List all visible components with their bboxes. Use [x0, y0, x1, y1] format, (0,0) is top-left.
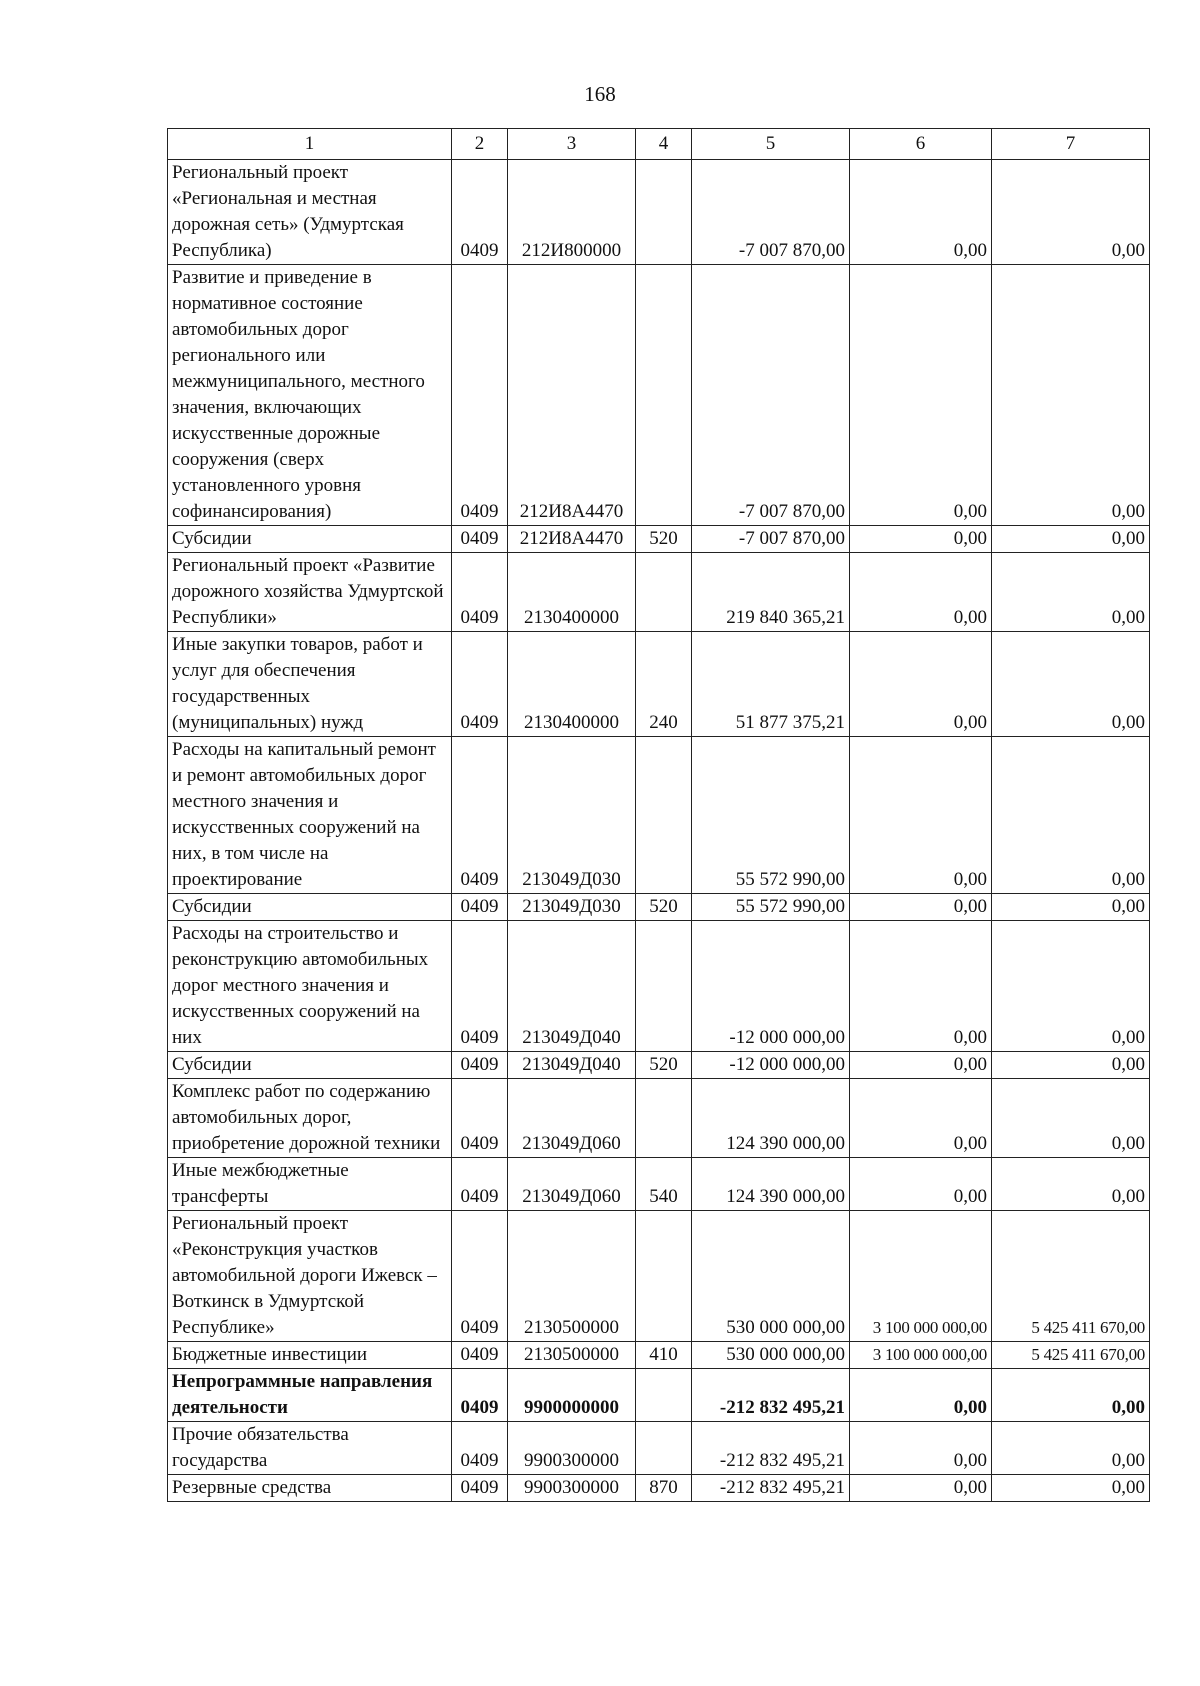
section-code-cell: 0409	[452, 1079, 508, 1158]
amount-col6-cell: 0,00	[850, 894, 992, 921]
target-article-cell: 213049Д060	[508, 1158, 636, 1211]
expense-type-cell: 410	[636, 1342, 692, 1369]
target-article-cell: 9900000000	[508, 1369, 636, 1422]
amount-col5-cell: 124 390 000,00	[692, 1158, 850, 1211]
row-name-cell: Комплекс работ по содержанию автомобильных дорог, приобретение дорожной техники	[168, 1079, 452, 1158]
table-row	[168, 526, 1150, 553]
row-name-cell: Иные межбюджетные трансферты	[168, 1158, 452, 1211]
amount-col6-cell: 0,00	[850, 526, 992, 553]
expense-type-cell	[636, 1422, 692, 1475]
amount-col5-cell: -12 000 000,00	[692, 921, 850, 1052]
section-code-cell: 0409	[452, 921, 508, 1052]
row-name-cell: Резервные средства	[168, 1475, 452, 1502]
amount-col7-cell: 0,00	[992, 1052, 1150, 1079]
table-row	[168, 1079, 1150, 1158]
row-name-cell: Непрограммные направления деятельности	[168, 1369, 452, 1422]
expense-type-cell	[636, 1211, 692, 1342]
amount-col7-cell: 0,00	[992, 1158, 1150, 1211]
section-code-cell: 0409	[452, 1052, 508, 1079]
target-article-cell: 212И8А4470	[508, 265, 636, 526]
amount-col7-cell: 0,00	[992, 1475, 1150, 1502]
expense-type-cell	[636, 265, 692, 526]
table-row	[168, 737, 1150, 894]
amount-col7-cell: 0,00	[992, 160, 1150, 265]
column-header-6: 6	[850, 129, 992, 160]
section-code-cell: 0409	[452, 1369, 508, 1422]
amount-col7-cell: 0,00	[992, 553, 1150, 632]
target-article-cell: 9900300000	[508, 1475, 636, 1502]
budget-table	[167, 128, 1150, 1502]
section-code-cell: 0409	[452, 1158, 508, 1211]
amount-col6-cell: 0,00	[850, 1052, 992, 1079]
section-code-cell: 0409	[452, 894, 508, 921]
target-article-cell: 213049Д030	[508, 737, 636, 894]
target-article-cell: 2130400000	[508, 632, 636, 737]
section-code-cell: 0409	[452, 265, 508, 526]
expense-type-cell	[636, 160, 692, 265]
column-header-3: 3	[508, 129, 636, 160]
row-name-cell: Расходы на капитальный ремонт и ремонт автомобильных дорог местного значения и искусственных сооружений на них, в том числе на проектирование	[168, 737, 452, 894]
row-name-cell: Иные закупки товаров, работ и услуг для обеспечения государственных (муниципальных) нужд	[168, 632, 452, 737]
section-code-cell: 0409	[452, 553, 508, 632]
column-header-5: 5	[692, 129, 850, 160]
amount-col7-cell: 0,00	[992, 1079, 1150, 1158]
amount-col6-cell: 0,00	[850, 553, 992, 632]
table-row	[168, 1158, 1150, 1211]
amount-col5-cell: -7 007 870,00	[692, 526, 850, 553]
amount-col5-cell: 530 000 000,00	[692, 1342, 850, 1369]
table-header-row	[168, 129, 1150, 160]
amount-col5-cell: -7 007 870,00	[692, 160, 850, 265]
table-row	[168, 921, 1150, 1052]
amount-col7-cell: 5 425 411 670,00	[992, 1211, 1150, 1342]
amount-col5-cell: 530 000 000,00	[692, 1211, 850, 1342]
row-name-cell: Расходы на строительство и реконструкцию автомобильных дорог местного значения и искусственных сооружений на них	[168, 921, 452, 1052]
row-name-cell: Субсидии	[168, 1052, 452, 1079]
amount-col6-cell: 0,00	[850, 632, 992, 737]
amount-col7-cell: 0,00	[992, 921, 1150, 1052]
amount-col5-cell: 51 877 375,21	[692, 632, 850, 737]
target-article-cell: 213049Д060	[508, 1079, 636, 1158]
expense-type-cell	[636, 1079, 692, 1158]
table-row	[168, 1052, 1150, 1079]
expense-type-cell	[636, 921, 692, 1052]
amount-col6-cell: 0,00	[850, 921, 992, 1052]
column-header-1: 1	[168, 129, 452, 160]
row-name-cell: Региональный проект «Реконструкция участков автомобильной дороги Ижевск – Воткинск в Удмуртской Республике»	[168, 1211, 452, 1342]
row-name-cell: Развитие и приведение в нормативное состояние автомобильных дорог регионального или межмуниципального, местного значения, включающих искусственные дорожные сооружения (сверх установленного уровня софинансирования)	[168, 265, 452, 526]
amount-col7-cell: 0,00	[992, 737, 1150, 894]
section-code-cell: 0409	[452, 526, 508, 553]
amount-col6-cell: 0,00	[850, 1079, 992, 1158]
table-row	[168, 1475, 1150, 1502]
expense-type-cell: 520	[636, 1052, 692, 1079]
target-article-cell: 2130400000	[508, 553, 636, 632]
expense-type-cell	[636, 553, 692, 632]
amount-col5-cell: -12 000 000,00	[692, 1052, 850, 1079]
amount-col5-cell: -212 832 495,21	[692, 1475, 850, 1502]
section-code-cell: 0409	[452, 737, 508, 894]
expense-type-cell: 520	[636, 526, 692, 553]
table-row	[168, 265, 1150, 526]
expense-type-cell: 240	[636, 632, 692, 737]
amount-col7-cell: 0,00	[992, 894, 1150, 921]
page-number: 168	[584, 82, 616, 106]
amount-col5-cell: 55 572 990,00	[692, 894, 850, 921]
table-row	[168, 160, 1150, 265]
amount-col7-cell: 0,00	[992, 1369, 1150, 1422]
target-article-cell: 212И800000	[508, 160, 636, 265]
amount-col6-cell: 0,00	[850, 1422, 992, 1475]
row-name-cell: Прочие обязательства государства	[168, 1422, 452, 1475]
amount-col6-cell: 3 100 000 000,00	[850, 1211, 992, 1342]
row-name-cell: Субсидии	[168, 894, 452, 921]
table-row	[168, 1342, 1150, 1369]
section-code-cell: 0409	[452, 632, 508, 737]
amount-col5-cell: 124 390 000,00	[692, 1079, 850, 1158]
table-row	[168, 1211, 1150, 1342]
amount-col6-cell: 3 100 000 000,00	[850, 1342, 992, 1369]
expense-type-cell: 870	[636, 1475, 692, 1502]
table-row	[168, 894, 1150, 921]
amount-col6-cell: 0,00	[850, 160, 992, 265]
target-article-cell: 213049Д030	[508, 894, 636, 921]
section-code-cell: 0409	[452, 160, 508, 265]
row-name-cell: Региональный проект «Региональная и местная дорожная сеть» (Удмуртская Республика)	[168, 160, 452, 265]
section-code-cell: 0409	[452, 1475, 508, 1502]
expense-type-cell	[636, 1369, 692, 1422]
amount-col7-cell: 0,00	[992, 632, 1150, 737]
amount-col6-cell: 0,00	[850, 1369, 992, 1422]
table-row	[168, 1369, 1150, 1422]
amount-col5-cell: 55 572 990,00	[692, 737, 850, 894]
target-article-cell: 213049Д040	[508, 921, 636, 1052]
target-article-cell: 212И8А4470	[508, 526, 636, 553]
amount-col5-cell: -212 832 495,21	[692, 1422, 850, 1475]
section-code-cell: 0409	[452, 1422, 508, 1475]
section-code-cell: 0409	[452, 1211, 508, 1342]
row-name-cell: Субсидии	[168, 526, 452, 553]
column-header-7: 7	[992, 129, 1150, 160]
amount-col7-cell: 0,00	[992, 526, 1150, 553]
target-article-cell: 2130500000	[508, 1342, 636, 1369]
amount-col6-cell: 0,00	[850, 265, 992, 526]
amount-col6-cell: 0,00	[850, 1158, 992, 1211]
amount-col7-cell: 5 425 411 670,00	[992, 1342, 1150, 1369]
target-article-cell: 9900300000	[508, 1422, 636, 1475]
target-article-cell: 2130500000	[508, 1211, 636, 1342]
column-header-4: 4	[636, 129, 692, 160]
table-row	[168, 1422, 1150, 1475]
amount-col6-cell: 0,00	[850, 1475, 992, 1502]
table-row	[168, 632, 1150, 737]
amount-col5-cell: -212 832 495,21	[692, 1369, 850, 1422]
expense-type-cell: 520	[636, 894, 692, 921]
amount-col7-cell: 0,00	[992, 1422, 1150, 1475]
amount-col5-cell: 219 840 365,21	[692, 553, 850, 632]
amount-col6-cell: 0,00	[850, 737, 992, 894]
section-code-cell: 0409	[452, 1342, 508, 1369]
row-name-cell: Региональный проект «Развитие дорожного хозяйства Удмуртской Республики»	[168, 553, 452, 632]
amount-col7-cell: 0,00	[992, 265, 1150, 526]
row-name-cell: Бюджетные инвестиции	[168, 1342, 452, 1369]
column-header-2: 2	[452, 129, 508, 160]
expense-type-cell	[636, 737, 692, 894]
amount-col5-cell: -7 007 870,00	[692, 265, 850, 526]
target-article-cell: 213049Д040	[508, 1052, 636, 1079]
expense-type-cell: 540	[636, 1158, 692, 1211]
table-row	[168, 553, 1150, 632]
